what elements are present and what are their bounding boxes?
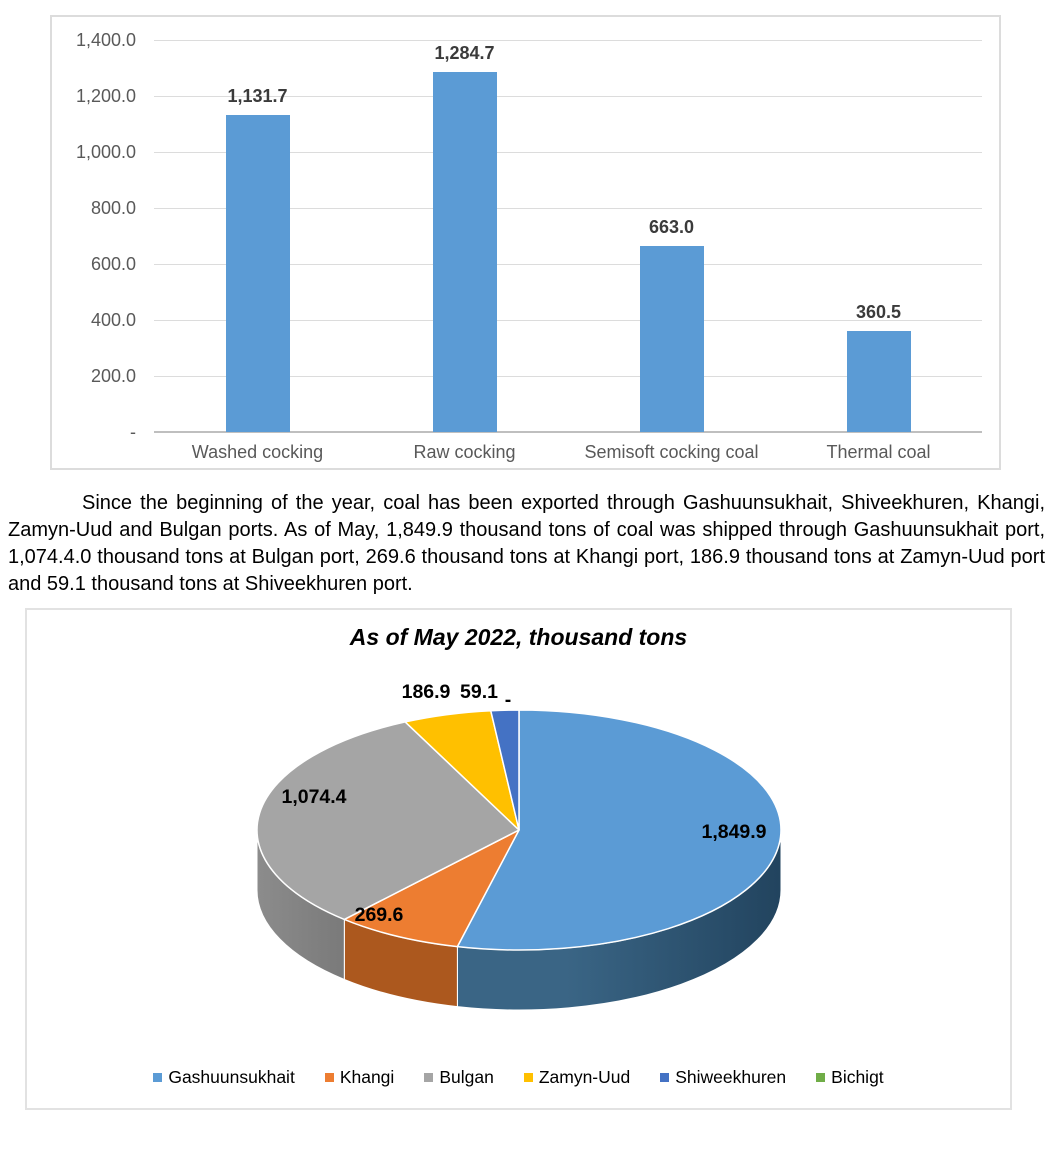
bar-value-label: 360.5 [855,302,902,322]
y-axis-tick-label: 400.0 [90,310,136,330]
legend-item-shiweekhuren [660,1067,786,1088]
legend-label: Zamyn-Uud [538,1067,631,1087]
bar-gridline [154,40,982,41]
y-axis-tick-label: 800.0 [90,198,136,218]
legend-label: Bichigt [831,1067,884,1087]
pie-3d-graphic [27,610,1010,1068]
legend-swatch-icon [424,1073,433,1082]
legend-swatch-icon [660,1073,669,1082]
legend-item-zamyn-uud [524,1067,630,1088]
legend-swatch-icon [325,1073,334,1082]
bar-value-label: 1,131.7 [227,86,288,106]
bar-value-label: 1,284.7 [434,43,495,63]
legend-label: Gashuunsukhait [168,1067,295,1087]
pie-chart [25,608,1012,1110]
legend-label: Shiweekhuren [675,1067,787,1087]
legend-item-bulgan [424,1067,494,1088]
bar-chart [50,15,1001,470]
pie-data-label-gashuunsukhait: 1,849.9 [701,821,767,843]
pie-data-label-bichigt: - [504,689,512,711]
bar [847,331,911,432]
bar [640,246,704,432]
body-paragraph: Since the beginning of the year, coal has been exported through Gashuunsukhait, Shiveekhuren, Khangi, Zamyn-Uud and Bulgan ports. As of May, 1,849.9 thousand tons of coal was shipped through Gashuunsukhait port, 1,074.4.0 thousand tons at Bulgan port, 269.6 thousand tons at Khangi port, 186.9 thousand tons at Zamyn-Uud port and 59.1 thousand tons at Shiveekhuren port. [8,492,1045,595]
y-axis-tick-label: 200.0 [90,366,136,386]
y-axis-tick-label: 1,200.0 [75,86,136,106]
legend-swatch-icon [816,1073,825,1082]
y-axis-tick-label: 1,400.0 [75,30,136,50]
pie-data-label-shiweekhuren: 59.1 [460,681,498,703]
x-category-label: Raw cocking [413,442,516,462]
x-category-label: Washed cocking [191,442,324,462]
x-category-label: Semisoft cocking coal [584,442,759,462]
bar-value-label: 663.0 [648,217,695,237]
y-axis-tick-label: - [130,422,136,442]
legend-label: Khangi [339,1067,395,1087]
legend-swatch-icon [524,1073,533,1082]
legend-item-khangi [325,1067,395,1088]
legend-item-gashuunsukhait [153,1067,294,1088]
legend-swatch-icon [153,1073,162,1082]
pie-data-label-bulgan: 1,074.4 [281,786,347,808]
bar [433,72,497,432]
legend-item-bichigt [816,1067,884,1088]
pie-chart-title: As of May 2022, thousand tons [349,624,688,650]
y-axis-tick-label: 600.0 [90,254,136,274]
pie-data-label-zamyn-uud: 186.9 [401,681,451,703]
legend-label: Bulgan [439,1067,494,1087]
bar [226,115,290,432]
x-category-label: Thermal coal [826,442,931,462]
pie-data-label-khangi: 269.6 [354,904,404,926]
y-axis-tick-label: 1,000.0 [75,142,136,162]
pie-legend [27,1067,1010,1088]
